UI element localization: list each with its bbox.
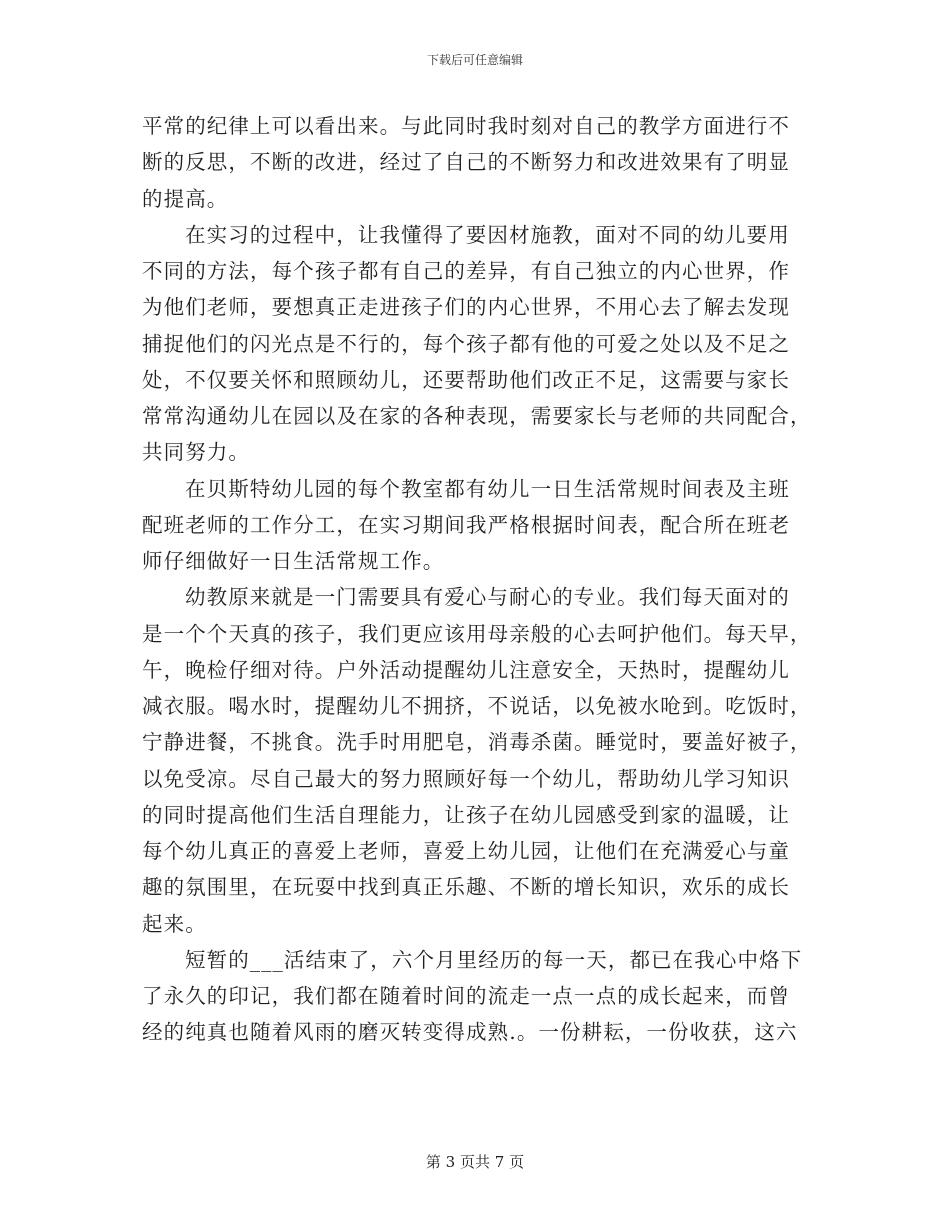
- text-line: 幼教原来就是一门需要具有爱心与耐心的专业。我们每天面对的: [185, 585, 790, 610]
- text-line: 午，晚检仔细对待。户外活动提醒幼儿注意安全，天热时，提醒幼儿: [142, 657, 790, 682]
- text-line: 是一个个天真的孩子，我们更应该用母亲般的心去呵护他们。每天早，: [142, 621, 812, 646]
- text-line: 每个幼儿真正的喜爱上老师，喜爱上幼儿园，让他们在充满爱心与童: [142, 839, 790, 863]
- paragraph: [142, 217, 812, 471]
- text-line: 宁静进餐，不挑食。洗手时用肥皂，消毒杀菌。睡觉时，要盖好被子，: [142, 730, 812, 755]
- text-line: 了永久的印记，我们都在随着时间的流走一点一点的成长起来，而曾: [142, 984, 790, 1008]
- text-line: 师仔细做好一日生活常规工作。: [142, 549, 445, 573]
- text-line: 趣的氛围里，在玩耍中找到真正乐趣、不断的增长知识，欢乐的成长: [142, 875, 790, 900]
- text-line: 为他们老师，要想真正走进孩子们的内心世界，不用心去了解去发现: [142, 295, 790, 320]
- paragraph: [142, 579, 812, 942]
- text-line: 共同努力。: [142, 440, 250, 465]
- text-line: 的同时提高他们生活自理能力，让孩子在幼儿园感受到家的温暖，让: [142, 802, 790, 827]
- paragraph: [142, 108, 803, 217]
- text-line: 的提高。: [142, 186, 229, 211]
- page-footer: 第 3 页共 7 页: [425, 1153, 525, 1171]
- text-line: 短暂的___活结束了，六个月里经历的每一天，都已在我心中烙下: [185, 947, 803, 972]
- text-line: 常常沟通幼儿在园以及在家的各种表现，需要家长与老师的共同配合，: [142, 404, 812, 428]
- text-line: 断的反思，不断的改进，经过了自己的不断努力和改进效果有了明显: [142, 150, 790, 175]
- text-line: 减衣服。喝水时，提醒幼儿不拥挤，不说话，以免被水呛到。吃饭时，: [142, 694, 812, 718]
- paragraph: [142, 471, 803, 580]
- text-line: 经的纯真也随着风雨的磨灭转变得成熟.。一份耕耘，一份收获，这六: [142, 1020, 798, 1045]
- paragraph: [142, 942, 803, 1051]
- text-line: 在贝斯特幼儿园的每个教室都有幼儿一日生活常规时间表及主班: [185, 476, 790, 501]
- text-line: 配班老师的工作分工，在实习期间我严格根据时间表，配合所在班老: [142, 512, 790, 537]
- text-line: 以免受凉。尽自己最大的努力照顾好每一个幼儿，帮助幼儿学习知识: [142, 766, 790, 791]
- text-line: 在实习的过程中，让我懂得了要因材施教，面对不同的幼儿要用: [185, 222, 790, 247]
- body-text: [142, 108, 812, 1051]
- text-line: 不同的方法，每个孩子都有自己的差异，有自己独立的内心世界，作: [142, 259, 790, 283]
- text-line: 起来。: [142, 911, 207, 936]
- text-line: 处，不仅要关怀和照顾幼儿，还要帮助他们改正不足，这需要与家长: [142, 367, 790, 392]
- text-line: 平常的纪律上可以看出来。与此同时我时刻对自己的教学方面进行不: [142, 114, 790, 138]
- text-line: 捕捉他们的闪光点是不行的，每个孩子都有他的可爱之处以及不足之: [142, 331, 790, 356]
- page-header: 下载后可任意编辑: [426, 53, 523, 67]
